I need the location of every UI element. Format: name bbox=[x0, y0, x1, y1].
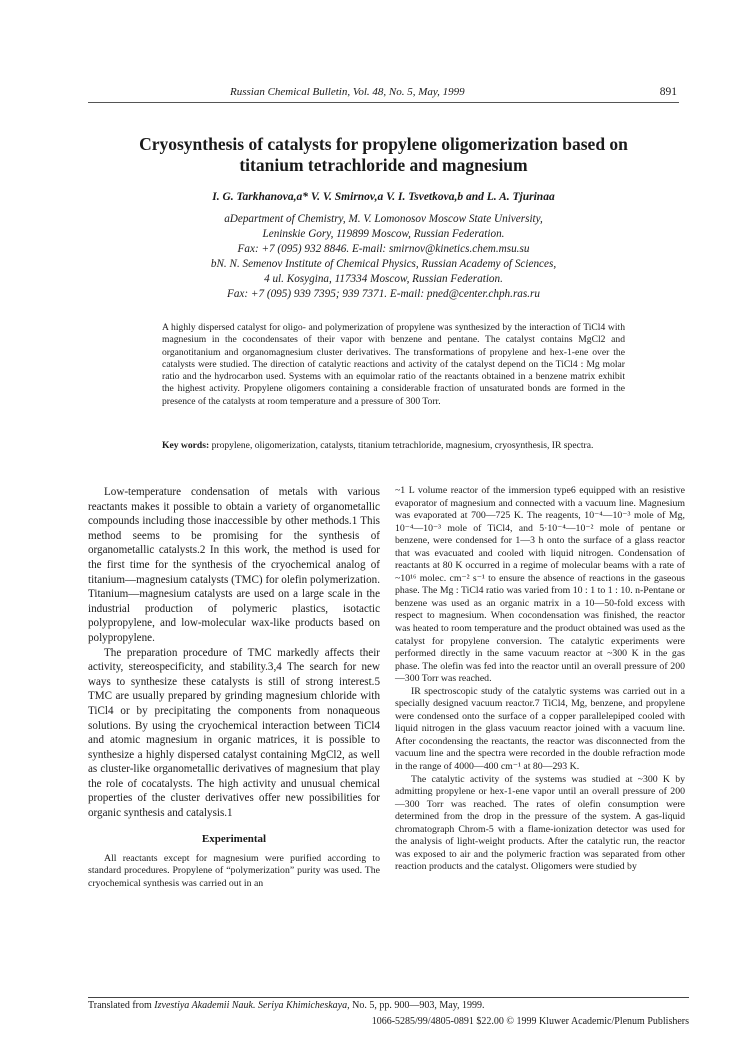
affiliation-line: Fax: +7 (095) 939 7395; 939 7371. E-mail: pned@center.chph.ras.ru bbox=[226, 288, 540, 300]
affiliation-line: bN. N. Semenov Institute of Chemical Physics, Russian Academy of Sciences, bbox=[210, 258, 557, 270]
keywords-label: Key words: bbox=[162, 440, 210, 451]
experimental-heading: Experimental bbox=[201, 832, 267, 845]
ir-study-paragraph: IR spectroscopic study of the catalytic systems was carried out in a specially designed vacuum reactor.7 TiCl4, Mg, benzene, and propylene were condensed onto the surface of a copper parallelepiped cooled with liquid nitrogen in the glass vacuum reactor joined with a vacuum line. After cocondensing the reactants, the reactor was disconnected from the vacuum line and the spectra were recorded in the double refraction mode in the range of 4000—400 cm⁻¹ at 80—293 K. bbox=[395, 685, 685, 773]
source-journal: Izvestiya Akademii Nauk. Seriya Khimicheskaya, bbox=[154, 1000, 350, 1011]
translated-prefix: Translated from bbox=[88, 1000, 155, 1011]
affiliations bbox=[88, 212, 679, 302]
footnote-divider bbox=[88, 997, 689, 998]
intro-paragraph-1: Low-temperature condensation of metals with various reactants makes it possible to obtain a variety of organometallic compounds including those inaccessible by other methods.1 This method seems to be promising for the synthesis of organometallic catalysts.2 In this work, the method is used for the first time for the synthesis of the cryochemical analog of titanium—magnesium catalysts (TMC) for olefin polymerization. Titanium—magnesium catalysts are used on a large scale in the industrial production of polymeric plastics, isotactic polypropylene, and low-molecular wax-like products based on polypropylene. bbox=[88, 486, 380, 644]
right-column bbox=[395, 485, 685, 874]
translation-note bbox=[88, 1000, 485, 1011]
experimental-paragraph-1: All reactants except for magnesium were purified according to standard procedures. Propylene of “polymerization” purity was used. The cryochemical synthesis was carried out in an bbox=[88, 852, 380, 889]
author-list: I. G. Tarkhanova,a* V. V. Smirnov,a V. I. Tsvetkova,b and L. A. Tjurinaa bbox=[212, 191, 555, 203]
left-column bbox=[88, 485, 380, 890]
title-line-2: titanium tetrachloride and magnesium bbox=[239, 155, 528, 175]
keywords-text: propylene, oligomerization, catalysts, titanium tetrachloride, magnesium, cryosynthesis, IR spectra. bbox=[211, 440, 594, 451]
experimental-paragraph-2: ~1 L volume reactor of the immersion type6 equipped with an resistive evaporator of magnesium and connected with a vacuum line. Magnesium was evaporated at 700—725 K. The reagents, 10⁻⁴—10⁻³ mole of Mg, 10⁻⁴—10⁻³ mole of TiCl4, and 5·10⁻⁴—10⁻² mole of pentane or benzene, were condensed for 1—3 h onto the surface of a glass reactor that was evacuated and cooled with liquid nitrogen. Condensation of reactants at 80 K occurred in a regime of molecular beams with a rate of ~10¹⁶ molec. cm⁻² s⁻¹ to ensure the absence of reactions in the gaseous phase. The Mg : TiCl4 ratio was varied from 10 : 1 to 1 : 10. n-Pentane or benzene was used as an organic matrix in a 10—50-fold excess with respect to magnesium. When cocondensation was finished, the reactor was heated to room temperature and the product obtained was used as the catalyst for propylene conversion. The catalytic experiments were performed directly in the same vacuum reactor at ~300 K in the gas phase. The olefin was fed into the reactor until an overall pressure of 200—300 Torr was reached. bbox=[395, 485, 685, 685]
affiliation-line: Leninskie Gory, 119899 Moscow, Russian Federation. bbox=[262, 228, 505, 240]
article-title bbox=[88, 134, 679, 176]
running-head bbox=[88, 86, 679, 103]
catalytic-activity-paragraph: The catalytic activity of the systems was studied at ~300 K by admitting propylene or hex-1-ene vapor until an overall pressure of 200—300 Torr was reached. The rates of olefin consumption were determined from the drop in the pressure of the system. A gas-liquid chromatograph Chrom-5 with a flame-ionization detector was used for the analysis of light-weight products. After the catalytic run, the reactor was exposed to air and the polymeric fraction was separated from other reaction products and the catalyst. Oligomers were studied by bbox=[395, 773, 685, 873]
source-details: No. 5, pp. 900—903, May, 1999. bbox=[349, 1000, 485, 1011]
affiliation-line: aDepartment of Chemistry, M. V. Lomonosov Moscow State University, bbox=[224, 213, 543, 225]
page-number: 891 bbox=[659, 86, 677, 98]
copyright-line: 1066-5285/99/4805-0891 $22.00 © 1999 Kluwer Academic/Plenum Publishers bbox=[371, 1016, 689, 1027]
intro-paragraph-2: The preparation procedure of TMC markedly affects their activity, stereospecificity, and stability.3,4 The search for new ways to synthesize these catalysts is still of strong interest.5 TMC are usually prepared by grinding magnesium chloride with TiCl4 or by precipitating the components from nonaqueous solutions. By using the cryochemical interaction between TiCl4 and atomic magnesium in organic matrices, it is possible to synthesize a highly dispersed catalyst containing MgCl2, as well as cluster-like organometallic derivatives of magnesium that play the role of cocatalysts. The high activity and unusual chemical properties of the cluster derivatives offer new possibilities for organic synthesis and catalysis.1 bbox=[88, 646, 380, 820]
title-line-1: Cryosynthesis of catalysts for propylene oligomerization based on bbox=[139, 134, 628, 154]
keywords bbox=[162, 440, 625, 452]
affiliation-line: 4 ul. Kosygina, 117334 Moscow, Russian Federation. bbox=[264, 273, 503, 285]
abstract: A highly dispersed catalyst for oligo- and polymerization of propylene was synthesized by the interaction of TiCl4 with magnesium in the cocondensates of their vapor with benzene and pentane. The catalyst contains MgCl2 and organotitanium and organomagnesium cluster derivatives. The transformations of propylene and hex-1-ene over the catalysts were studied. The direction of catalytic reactions and activity of the catalyst depend on the TiCl4 : Mg molar ratio and the hydrocarbon used. Systems with an equimolar ratio of the reactants obtained in a benzene matrix exhibit the highest activity. Propylene oligomers containing a considerable fraction of unsaturated bonds are formed in the presence of the catalysts at room temperature and a pressure of 300 Torr. bbox=[162, 322, 625, 407]
journal-citation: Russian Chemical Bulletin, Vol. 48, No. 5, May, 1999 bbox=[230, 86, 465, 98]
affiliation-line: Fax: +7 (095) 932 8846. E-mail: smirnov@kinetics.chem.msu.su bbox=[237, 243, 530, 255]
